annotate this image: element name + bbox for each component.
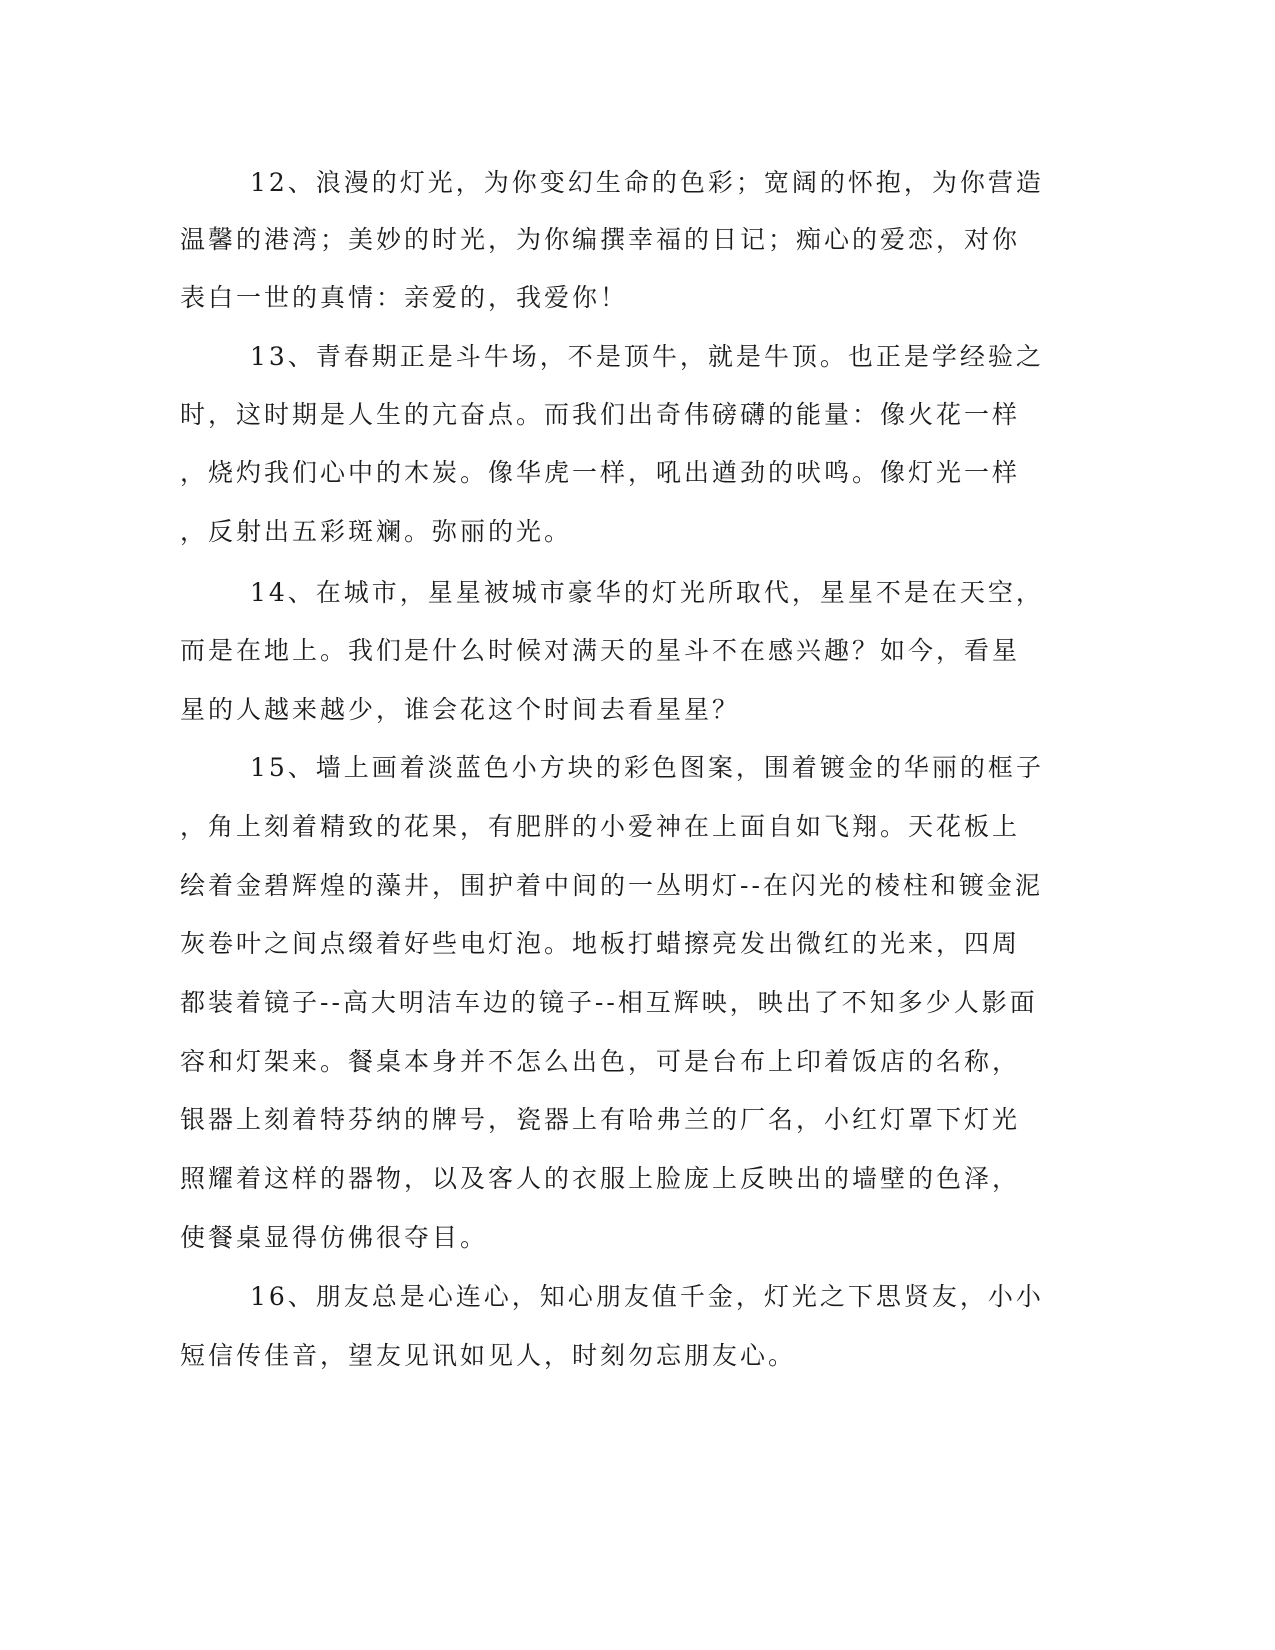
paragraph-first-line: 15、墙上画着淡蓝色小方块的彩色图案，围着镀金的华丽的框子 bbox=[250, 753, 1044, 782]
paragraph-line: 容和灯架来。餐桌本身并不怎么出色，可是台布上印着饭店的名称， bbox=[180, 1047, 1021, 1076]
paragraph-line: 绘着金碧辉煌的藻井，围护着中间的一丛明灯--在闪光的棱柱和镀金泥 bbox=[180, 871, 1043, 900]
paragraph-first-line: 13、青春期正是斗牛场，不是顶牛，就是牛顶。也正是学经验之 bbox=[250, 342, 1044, 371]
paragraph-line: 表白一世的真情：亲爱的，我爱你！ bbox=[180, 283, 629, 312]
paragraph-line: 而是在地上。我们是什么时候对满天的星斗不在感兴趣？如今，看星 bbox=[180, 636, 1021, 665]
paragraph-line: 温馨的港湾；美妙的时光，为你编撰幸福的日记；痴心的爱恋，对你 bbox=[180, 225, 1021, 254]
paragraph-line: 时，这时期是人生的亢奋点。而我们出奇伟磅礴的能量：像火花一样 bbox=[180, 400, 1021, 429]
paragraph-line: ，反射出五彩斑斓。弥丽的光。 bbox=[180, 517, 573, 546]
paragraph-line: 都装着镜子--高大明洁车边的镜子--相互辉映，映出了不知多少人影面 bbox=[180, 988, 1038, 1017]
paragraph-line: 星的人越来越少，谁会花这个时间去看星星？ bbox=[180, 695, 741, 724]
paragraph-line: ，角上刻着精致的花果，有肥胖的小爱神在上面自如飞翔。天花板上 bbox=[180, 812, 1021, 841]
paragraph-line: 短信传佳音，望友见讯如见人，时刻勿忘朋友心。 bbox=[180, 1341, 797, 1370]
paragraph-first-line: 12、浪漫的灯光，为你变幻生命的色彩；宽阔的怀抱，为你营造 bbox=[250, 168, 1044, 197]
paragraph-first-line: 14、在城市，星星被城市豪华的灯光所取代，星星不是在天空， bbox=[250, 578, 1044, 607]
paragraph-line: ，烧灼我们心中的木炭。像华虎一样，吼出遒劲的吠鸣。像灯光一样 bbox=[180, 458, 1021, 487]
paragraph-line: 银器上刻着特芬纳的牌号，瓷器上有哈弗兰的厂名，小红灯罩下灯光 bbox=[180, 1105, 1021, 1134]
paragraph-line: 使餐桌显得仿佛很夺目。 bbox=[180, 1223, 489, 1252]
paragraph-line: 照耀着这样的器物，以及客人的衣服上脸庞上反映出的墙壁的色泽， bbox=[180, 1164, 1021, 1193]
paragraph-line: 灰卷叶之间点缀着好些电灯泡。地板打蜡擦亮发出微红的光来，四周 bbox=[180, 929, 1021, 958]
paragraph-first-line: 16、朋友总是心连心，知心朋友值千金，灯光之下思贤友，小小 bbox=[250, 1282, 1044, 1311]
